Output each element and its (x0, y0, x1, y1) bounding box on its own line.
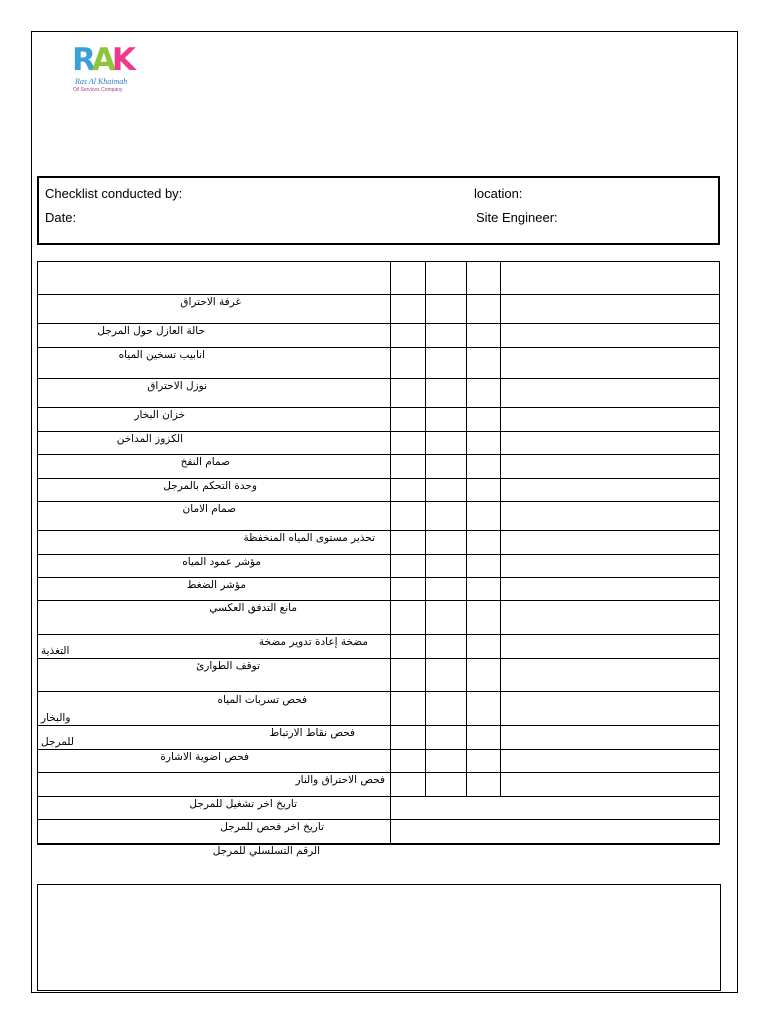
item-cell (38, 773, 391, 797)
check-cell[interactable] (426, 601, 467, 635)
check-cell[interactable] (391, 502, 426, 531)
table-header-row (38, 262, 720, 295)
table-row (38, 379, 720, 408)
header-cell (391, 262, 426, 295)
check-cell[interactable] (391, 601, 426, 635)
check-cell[interactable] (426, 379, 467, 408)
item-label: حالة العازل حول المرجل (97, 325, 205, 337)
remarks-cell[interactable] (501, 659, 720, 692)
item-label: صمام الامان (182, 503, 236, 515)
check-cell[interactable] (391, 408, 426, 432)
check-cell[interactable] (426, 635, 467, 659)
item-label: صمام النفخ (180, 456, 230, 468)
check-cell[interactable] (426, 726, 467, 750)
check-cell[interactable] (426, 502, 467, 531)
item-cell (38, 750, 391, 773)
footer-label: تاريخ اخر تشغيل للمرجل (189, 798, 297, 810)
remarks-cell[interactable] (501, 773, 720, 797)
site-engineer-label: Site Engineer: (476, 210, 558, 225)
item-cell (38, 726, 391, 750)
logo-letter-k: K (111, 42, 132, 78)
location-label: location: (474, 186, 523, 201)
check-cell[interactable] (391, 479, 426, 502)
remarks-cell[interactable] (501, 578, 720, 601)
table-row (38, 408, 720, 432)
check-cell[interactable] (426, 324, 467, 348)
item-label: مؤشر عمود المياه (182, 556, 261, 568)
footer-label: الرقم التسلسلي للمرجل (212, 845, 320, 857)
table-row (38, 432, 720, 455)
table-row (38, 659, 720, 692)
table-row (38, 555, 720, 578)
item-cell (38, 479, 391, 502)
remarks-cell[interactable] (501, 502, 720, 531)
check-cell[interactable] (467, 578, 501, 601)
company-logo (72, 40, 142, 98)
check-cell[interactable] (426, 432, 467, 455)
remarks-cell[interactable] (501, 692, 720, 726)
footer-row (38, 820, 720, 844)
check-cell[interactable] (391, 455, 426, 479)
check-cell[interactable] (426, 659, 467, 692)
check-cell[interactable] (391, 692, 426, 726)
item-cell (38, 295, 391, 324)
footer-value-cell[interactable] (391, 844, 720, 845)
check-cell[interactable] (467, 348, 501, 379)
remarks-cell[interactable] (501, 726, 720, 750)
table-row (38, 531, 720, 555)
remarks-cell[interactable] (501, 531, 720, 555)
check-cell[interactable] (391, 555, 426, 578)
item-label: وحدة التحكم بالمرجل (163, 480, 257, 492)
check-cell[interactable] (426, 692, 467, 726)
checklist-info-box (37, 176, 720, 245)
item-label: توقف الطوارئ (196, 660, 260, 672)
item-label-continued: للمرجل (41, 736, 74, 748)
boiler-checklist-table (37, 261, 720, 857)
footer-label-cell (38, 797, 391, 820)
item-label: فحص اضوية الاشارة (160, 751, 249, 763)
item-cell (38, 455, 391, 479)
remarks-cell[interactable] (501, 635, 720, 659)
check-cell[interactable] (467, 502, 501, 531)
item-label: تحذير مستوى المياه المنخفظة (243, 532, 375, 544)
table-row (38, 773, 720, 797)
item-cell (38, 692, 391, 726)
check-cell[interactable] (426, 555, 467, 578)
check-cell[interactable] (467, 750, 501, 773)
item-cell (38, 502, 391, 531)
check-cell[interactable] (426, 531, 467, 555)
check-cell[interactable] (426, 455, 467, 479)
check-cell[interactable] (467, 324, 501, 348)
logo-company-line: Oil Services Company (73, 87, 123, 93)
check-cell[interactable] (391, 578, 426, 601)
header-cell (467, 262, 501, 295)
check-cell[interactable] (426, 750, 467, 773)
remarks-cell[interactable] (501, 601, 720, 635)
item-label: انابيب تسخين المياه (118, 349, 205, 361)
footer-label: تاريخ اخر فحص للمرجل (220, 821, 324, 833)
table-row (38, 324, 720, 348)
check-cell[interactable] (467, 692, 501, 726)
footer-row (38, 797, 720, 820)
item-label-continued: والبخار (41, 712, 71, 724)
item-label: فحص الاحتراق والنار (295, 774, 385, 786)
table-row (38, 726, 720, 750)
check-cell[interactable] (426, 348, 467, 379)
check-cell[interactable] (467, 555, 501, 578)
check-cell[interactable] (467, 479, 501, 502)
item-label-continued: التغذية (41, 645, 70, 657)
table-row (38, 692, 720, 726)
logo-name-line: Ras Al Khaimah (75, 77, 128, 86)
remarks-cell[interactable] (501, 348, 720, 379)
item-cell (38, 379, 391, 408)
check-cell[interactable] (467, 635, 501, 659)
date-label: Date: (45, 210, 77, 225)
item-cell (38, 578, 391, 601)
table-row (38, 502, 720, 531)
logo-letter-a: A (91, 42, 112, 78)
item-label: الكزوز المداخن (116, 433, 183, 445)
table-row (38, 479, 720, 502)
table-row (38, 455, 720, 479)
remarks-cell[interactable] (501, 324, 720, 348)
item-cell (38, 408, 391, 432)
item-cell (38, 531, 391, 555)
table-row (38, 635, 720, 659)
check-cell[interactable] (467, 531, 501, 555)
table-row (38, 601, 720, 635)
logo-letters (72, 40, 132, 80)
remarks-cell[interactable] (501, 295, 720, 324)
item-cell (38, 601, 391, 635)
check-cell[interactable] (391, 324, 426, 348)
check-cell[interactable] (467, 455, 501, 479)
item-label: مضخة إعادة تدوير مضخة (258, 636, 368, 648)
remarks-cell[interactable] (501, 432, 720, 455)
header-cell (501, 262, 720, 295)
item-label: فحص تسربات المياه (217, 694, 307, 706)
check-cell[interactable] (426, 295, 467, 324)
check-cell[interactable] (467, 773, 501, 797)
table-row (38, 348, 720, 379)
item-label: نوزل الاحتراق (147, 380, 207, 392)
check-cell[interactable] (391, 348, 426, 379)
remarks-cell[interactable] (501, 408, 720, 432)
table-row (38, 578, 720, 601)
item-cell (38, 432, 391, 455)
footer-label-cell (38, 844, 391, 857)
footer-value-cell[interactable] (391, 797, 720, 820)
check-cell[interactable] (467, 432, 501, 455)
header-cell (426, 262, 467, 295)
item-cell (38, 348, 391, 379)
table-row (38, 750, 720, 773)
notes-box (37, 884, 721, 991)
remarks-cell[interactable] (501, 379, 720, 408)
check-cell[interactable] (391, 773, 426, 797)
item-cell (38, 555, 391, 578)
footer-value-cell[interactable] (391, 820, 720, 844)
item-label: فحص نقاط الارتباط (269, 727, 355, 739)
check-cell[interactable] (426, 408, 467, 432)
logo-letter-r: R (72, 42, 92, 78)
remarks-cell[interactable] (501, 750, 720, 773)
check-cell[interactable] (467, 379, 501, 408)
check-cell[interactable] (426, 773, 467, 797)
check-cell[interactable] (391, 750, 426, 773)
check-cell[interactable] (426, 578, 467, 601)
item-cell (38, 635, 391, 659)
check-cell[interactable] (391, 635, 426, 659)
check-cell[interactable] (391, 295, 426, 324)
remarks-cell[interactable] (501, 479, 720, 502)
check-cell[interactable] (467, 295, 501, 324)
item-label: خزان البخار (134, 409, 185, 421)
check-cell[interactable] (391, 432, 426, 455)
footer-row (38, 844, 720, 845)
item-label: مؤشر الضغط (186, 579, 246, 591)
check-cell[interactable] (467, 659, 501, 692)
footer-label-cell (38, 820, 391, 844)
item-label: غرفة الاحتراق (180, 296, 241, 308)
check-cell[interactable] (467, 726, 501, 750)
check-cell[interactable] (391, 531, 426, 555)
conducted-by-label: Checklist conducted by: (45, 186, 183, 201)
item-cell (38, 659, 391, 692)
item-cell (38, 324, 391, 348)
check-cell[interactable] (391, 726, 426, 750)
remarks-cell[interactable] (501, 455, 720, 479)
header-cell (38, 262, 391, 295)
item-label: مانع التدفق العكسي (209, 602, 297, 614)
check-cell[interactable] (467, 408, 501, 432)
remarks-cell[interactable] (501, 555, 720, 578)
check-cell[interactable] (467, 601, 501, 635)
check-cell[interactable] (391, 379, 426, 408)
table-row (38, 295, 720, 324)
check-cell[interactable] (391, 659, 426, 692)
check-cell[interactable] (426, 479, 467, 502)
